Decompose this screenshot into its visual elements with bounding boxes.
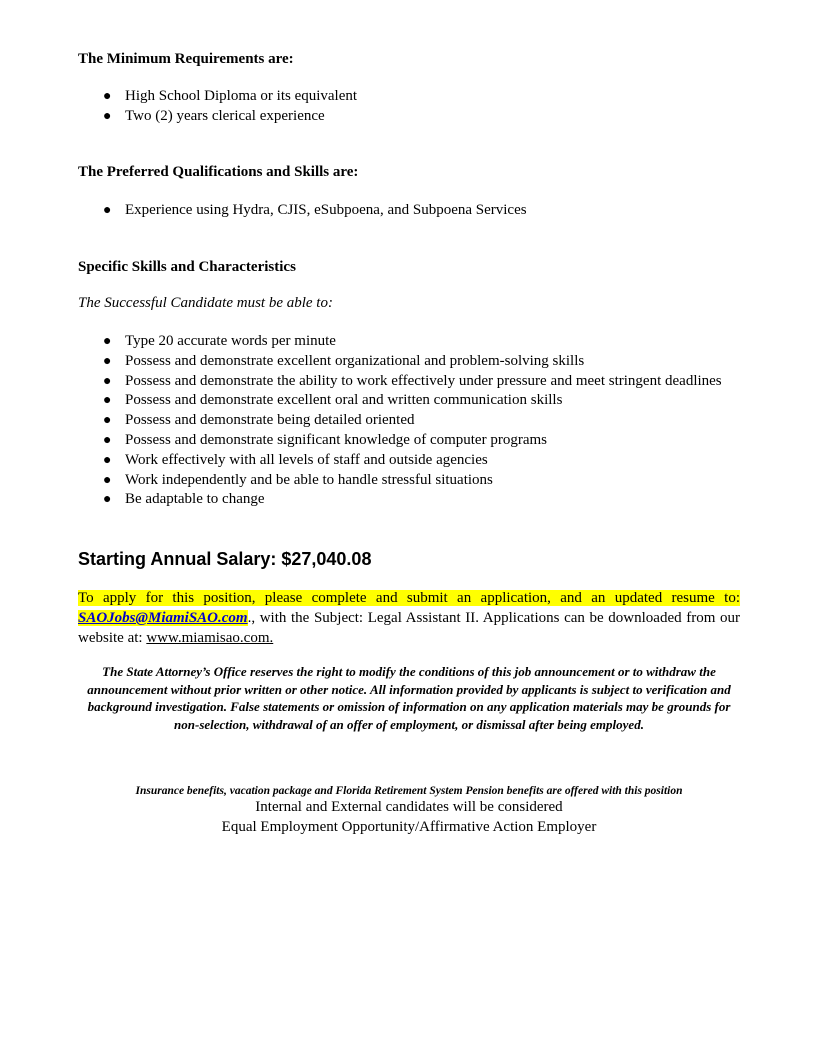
bullet-icon: ● xyxy=(103,108,112,124)
starting-salary: Starting Annual Salary: $27,040.08 xyxy=(78,549,372,569)
skills-heading: Specific Skills and Characteristics xyxy=(78,259,296,275)
bullet-icon: ● xyxy=(103,334,112,349)
list-item: ● Work independently and be able to handle stressful situations xyxy=(78,471,740,491)
bullet-icon: ● xyxy=(103,203,112,218)
bullet-icon: ● xyxy=(103,432,112,448)
list-item: ● Possess and demonstrate excellent oral and written communication skills xyxy=(78,391,740,411)
bullet-icon: ● xyxy=(103,492,112,508)
benefits-note: Insurance benefits, vacation package and Florida Retirement System Pension benefits are offered with this position xyxy=(135,785,683,797)
list-item: ● Possess and demonstrate the ability to work effectively under pressure and meet stringent deadlines xyxy=(78,372,740,392)
min-requirements-list xyxy=(78,87,740,127)
list-item: ● Possess and demonstrate being detailed oriented xyxy=(78,411,740,431)
list-item: ● High School Diploma or its equivalent xyxy=(78,87,740,107)
email-link[interactable]: SAOJobs@MiamiSAO.com xyxy=(78,610,248,626)
preferred-heading: The Preferred Qualifications and Skills are: xyxy=(78,164,359,180)
list-item: ● Experience using Hydra, CJIS, eSubpoena, and Subpoena Services xyxy=(78,201,740,221)
apply-paragraph xyxy=(78,588,740,648)
list-item: ● Two (2) years clerical experience xyxy=(78,107,740,127)
disclaimer: The State Attorney’s Office reserves the right to modify the conditions of this job announcement or to withdraw the announcement without prior written or other notice. All information provided by applicants is subject to verification and background investigation. False statements or omission of information on any application materials may be grounds for non-selection, withdrawal of an offer of employment, or dismissal after being employed. xyxy=(87,664,731,732)
list-item: ● Type 20 accurate words per minute xyxy=(78,332,740,352)
bullet-icon: ● xyxy=(103,452,112,468)
list-item: ● Possess and demonstrate excellent organizational and problem-solving skills xyxy=(78,352,740,372)
candidates-note: Internal and External candidates will be considered xyxy=(255,799,563,815)
skills-list xyxy=(78,332,740,510)
skills-intro: The Successful Candidate must be able to: xyxy=(78,295,333,311)
website-link[interactable]: www.miamisao.com. xyxy=(146,630,274,646)
bullet-icon: ● xyxy=(103,89,112,104)
bullet-icon: ● xyxy=(103,472,112,488)
bullet-icon: ● xyxy=(103,393,112,409)
preferred-list xyxy=(78,201,740,221)
list-item: ● Work effectively with all levels of staff and outside agencies xyxy=(78,451,740,471)
list-item: ● Possess and demonstrate significant knowledge of computer programs xyxy=(78,431,740,451)
apply-instructions: ., with the Subject: Legal Assistant II. Applications can be downloaded from our website at: xyxy=(78,610,740,646)
apply-highlight: To apply for this position, please complete and submit an application, and an updated resume to: xyxy=(78,590,740,606)
eeo-statement: Equal Employment Opportunity/Affirmative Action Employer xyxy=(221,819,597,835)
min-requirements-heading: The Minimum Requirements are: xyxy=(78,51,294,67)
bullet-icon: ● xyxy=(103,413,112,429)
list-item: ● Be adaptable to change xyxy=(78,490,740,510)
bullet-icon: ● xyxy=(103,373,112,389)
bullet-icon: ● xyxy=(103,353,112,369)
